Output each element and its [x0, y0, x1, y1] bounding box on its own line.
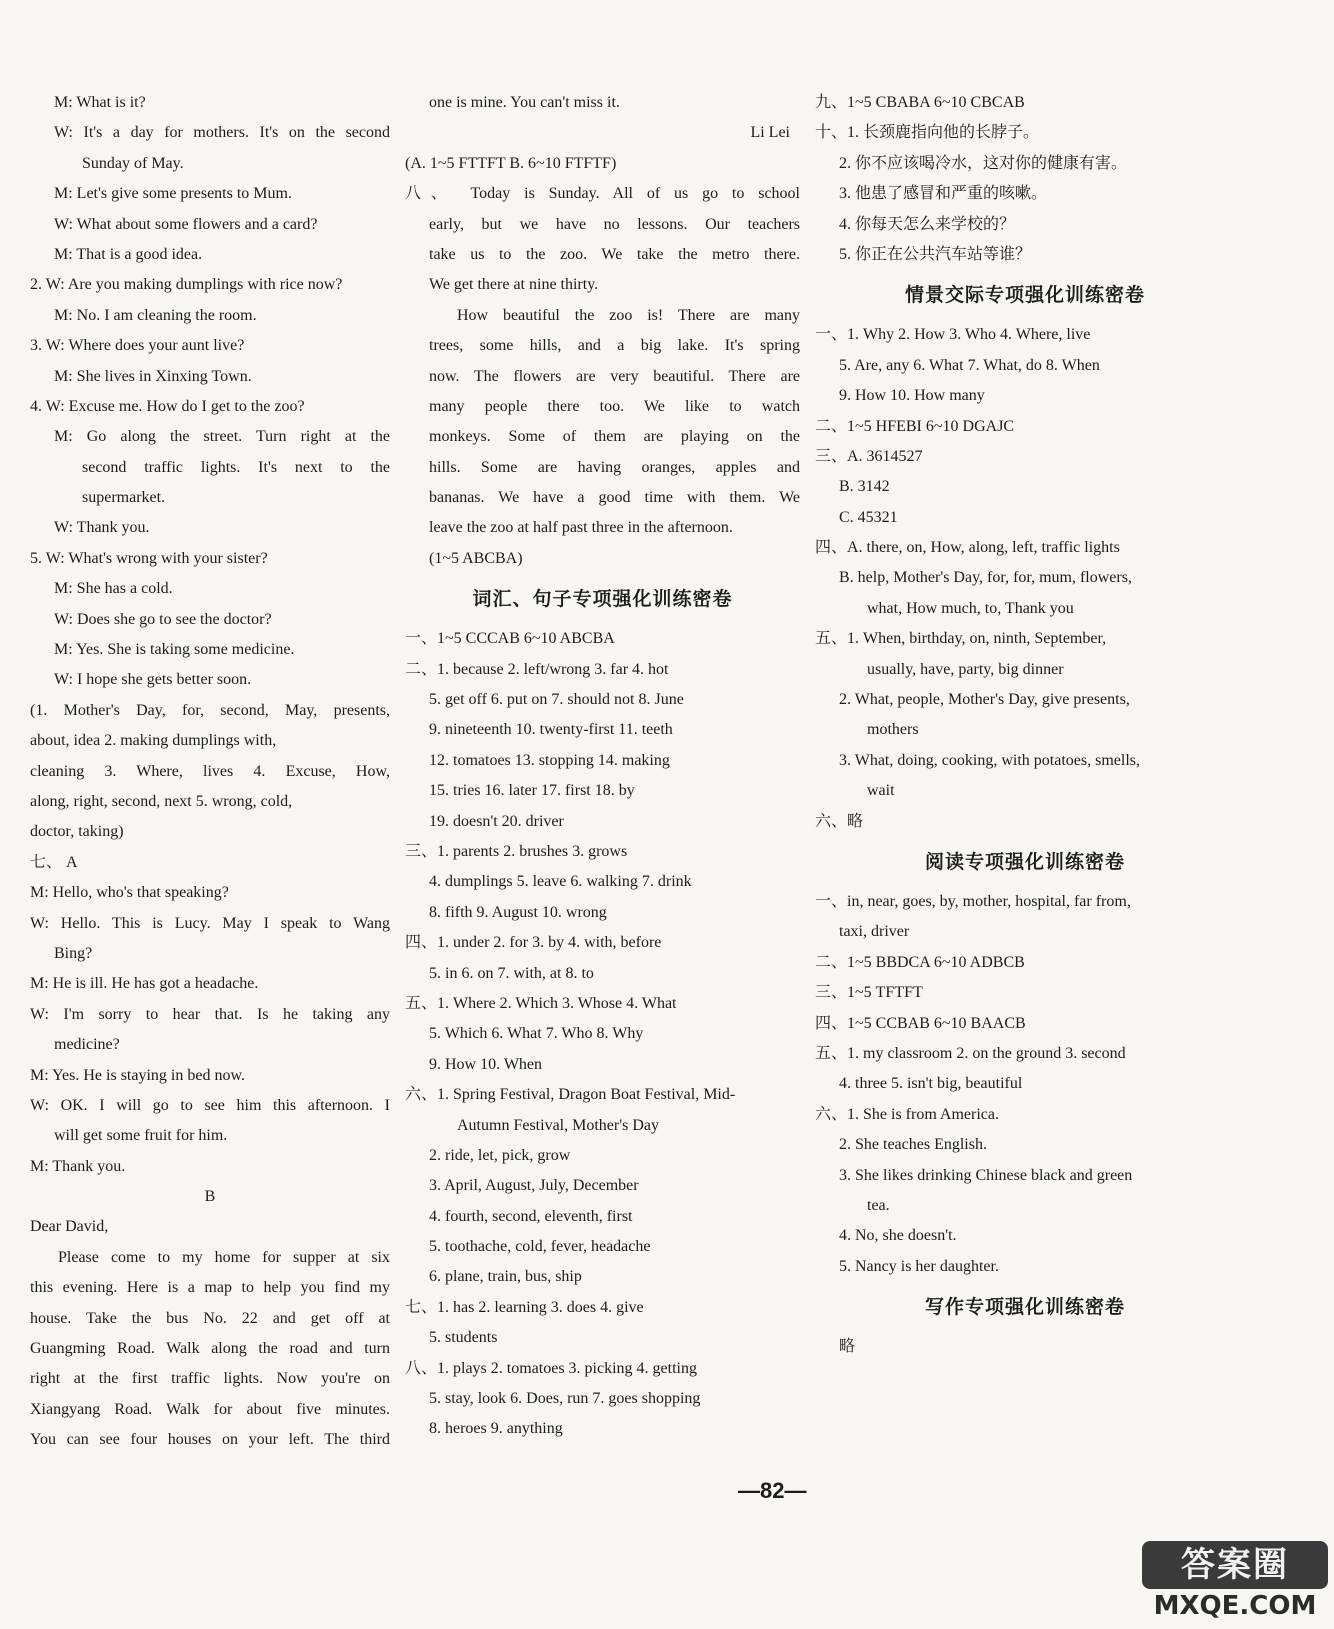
text-line: 5. toothache, cold, fever, headache — [429, 1238, 651, 1256]
text-line: 9. How 10. How many — [839, 387, 985, 405]
text-line: 4. W: Excuse me. How do I get to the zoo? — [30, 397, 305, 415]
column-left — [30, 88, 390, 1456]
text-line: 六、1. Spring Festival, Dragon Boat Festival, Mid- — [405, 1086, 736, 1104]
text-line: 三、A. 3614527 — [815, 447, 923, 465]
text-line: 4. No, she doesn't. — [839, 1227, 957, 1245]
text-line: 二、1~5 BBDCA 6~10 ADBCB — [815, 953, 1025, 971]
section-heading: 词汇、句子专项强化训练密卷 — [472, 588, 733, 611]
text-line: this evening. Here is a map to help you find my — [30, 1279, 390, 1297]
text-line: 4. 你每天怎么来学校的？ — [839, 215, 1016, 233]
text-line: right at the first traffic lights. Now you're on — [30, 1370, 390, 1388]
text-line: what, How much, to, Thank you — [867, 599, 1074, 617]
text-line: 5. Which 6. What 7. Who 8. Why — [429, 1025, 644, 1043]
text-line: B — [204, 1188, 216, 1206]
text-line: medicine? — [54, 1036, 120, 1054]
text-line: along, right, second, next 5. wrong, cold, — [30, 792, 293, 810]
text-line: Dear David, — [30, 1218, 109, 1236]
text-line: monkeys. Some of them are playing on the — [429, 428, 800, 446]
text-line: early, but we have no lessons. Our teachers — [429, 215, 800, 233]
text-line: 一、1. Why 2. How 3. Who 4. Where, live — [815, 326, 1091, 344]
text-line: many people there too. We like to watch — [429, 397, 800, 415]
text-line: second traffic lights. It's next to the — [82, 458, 390, 476]
text-line: 三、1. parents 2. brushes 3. grows — [405, 842, 628, 860]
text-line: M: That is a good idea. — [54, 245, 203, 263]
text-line: 四、1. under 2. for 3. by 4. with, before — [405, 934, 662, 952]
text-line: We get there at nine thirty. — [429, 276, 599, 294]
text-line: M: Thank you. — [30, 1157, 126, 1175]
text-line: usually, have, party, big dinner — [867, 660, 1064, 678]
text-line: 15. tries 16. later 17. first 18. by — [429, 782, 635, 800]
text-line: taxi, driver — [839, 923, 910, 941]
text-line: 十、1. 长颈鹿指向他的长脖子。 — [815, 124, 1040, 142]
text-line: 一、1~5 CCCAB 6~10 ABCBA — [405, 630, 615, 648]
text-line: about, idea 2. making dumplings with, — [30, 732, 277, 750]
text-line: 5. Nancy is her daughter. — [839, 1257, 999, 1275]
text-line: M: He is ill. He has got a headache. — [30, 975, 259, 993]
text-line: 8. heroes 9. anything — [429, 1420, 563, 1438]
text-line: will get some fruit for him. — [54, 1127, 228, 1145]
text-line: 五、1. my classroom 2. on the ground 3. second — [815, 1044, 1126, 1062]
text-line: W: What about some flowers and a card? — [54, 215, 318, 233]
text-line: 一、in, near, goes, by, mother, hospital, far from, — [815, 892, 1131, 910]
text-line: W: Thank you. — [54, 519, 150, 537]
text-line: 9. How 10. When — [429, 1055, 543, 1073]
text-line: 12. tomatoes 13. stopping 14. making — [429, 751, 670, 769]
text-line: 3. April, August, July, December — [429, 1177, 639, 1195]
text-line: 2. 你不应该喝冷水，这对你的健康有害。 — [839, 154, 1128, 172]
text-line: now. The flowers are very beautiful. There are — [429, 367, 800, 385]
text-line: B. 3142 — [839, 478, 890, 496]
text-line: W: I hope she gets better soon. — [54, 671, 252, 689]
text-line: M: No. I am cleaning the room. — [54, 306, 257, 324]
section-heading: 阅读专项强化训练密卷 — [924, 850, 1125, 873]
text-line: M: Yes. He is staying in bed now. — [30, 1066, 245, 1084]
text-line: Sunday of May. — [82, 154, 184, 172]
text-line: 八、1. plays 2. tomatoes 3. picking 4. getting — [405, 1359, 697, 1377]
text-line: cleaning 3. Where, lives 4. Excuse, How, — [30, 762, 390, 780]
text-line: supermarket. — [82, 489, 166, 507]
text-line: one is mine. You can't miss it. — [429, 94, 620, 111]
text-line: bananas. We have a good time with them. We — [429, 489, 800, 507]
text-line: 六、略 — [815, 812, 864, 830]
text-line: Li Lei — [750, 124, 790, 142]
text-line: 三、1~5 TFTFT — [815, 984, 923, 1002]
text-line: M: Hello, who's that speaking? — [30, 884, 229, 902]
text-line: 四、A. there, on, How, along, left, traffic lights — [815, 539, 1120, 557]
text-line: 四、1~5 CCBAB 6~10 BAACB — [815, 1014, 1026, 1032]
text-line: 2. ride, let, pick, grow — [429, 1146, 571, 1164]
text-line: (1. Mother's Day, for, second, May, presents, — [30, 701, 390, 719]
text-line: 3. 他患了感冒和严重的咳嗽。 — [839, 185, 1048, 203]
watermark-bottom: MXQE.COM — [1153, 1591, 1317, 1621]
text-line: 六、1. She is from America. — [815, 1105, 999, 1123]
text-line: M: She has a cold. — [54, 580, 173, 598]
text-line: 3. She likes drinking Chinese black and green — [839, 1166, 1133, 1184]
text-line: M: Let's give some presents to Mum. — [54, 185, 292, 203]
page-number: —82— — [738, 1478, 807, 1503]
column-middle — [405, 88, 800, 1445]
text-line: Please come to my home for supper at six — [58, 1248, 390, 1266]
text-line: 二、1. because 2. left/wrong 3. far 4. hot — [405, 660, 669, 678]
text-line: 9. nineteenth 10. twenty-first 11. teeth — [429, 721, 673, 739]
text-line: 8. fifth 9. August 10. wrong — [429, 903, 607, 921]
text-line: 2. She teaches English. — [839, 1136, 987, 1154]
text-line: 2. What, people, Mother's Day, give presents, — [839, 691, 1130, 709]
text-line: W: Hello. This is Lucy. May I speak to Wang — [30, 914, 390, 932]
text-line: 2. W: Are you making dumplings with rice now? — [30, 276, 343, 294]
text-line: M: Go along the street. Turn right at the — [54, 428, 390, 446]
watermark-logo — [1142, 1541, 1328, 1623]
text-line: 五、1. Where 2. Which 3. Whose 4. What — [405, 994, 677, 1012]
text-line: take us to the zoo. We take the metro there. — [429, 245, 800, 263]
text-line: 七、 A — [30, 853, 78, 871]
column-right — [815, 88, 1235, 1362]
text-line: 4. fourth, second, eleventh, first — [429, 1207, 633, 1225]
text-line: 6. plane, train, bus, ship — [429, 1268, 582, 1286]
watermark-top: 答案圈 — [1142, 1541, 1328, 1589]
text-line: trees, some hills, and a big lake. It's spring — [429, 337, 800, 355]
text-line: M: What is it? — [54, 94, 146, 111]
text-line: W: It's a day for mothers. It's on the second — [54, 124, 390, 142]
text-line: W: OK. I will go to see him this afternoon. I — [30, 1096, 390, 1114]
text-line: C. 45321 — [839, 508, 898, 526]
text-line: mothers — [867, 721, 919, 739]
text-line: (A. 1~5 FTTFT B. 6~10 FTFTF) — [405, 154, 617, 172]
text-line: doctor, taking) — [30, 823, 124, 841]
text-line: Bing? — [54, 944, 93, 962]
text-line: 七、1. has 2. learning 3. does 4. give — [405, 1298, 644, 1316]
text-line: leave the zoo at half past three in the afternoon. — [429, 519, 733, 537]
text-line: You can see four houses on your left. The third — [30, 1431, 390, 1449]
text-line: B. help, Mother's Day, for, for, mum, flowers, — [839, 569, 1132, 587]
text-line: 二、1~5 HFEBI 6~10 DGAJC — [815, 417, 1015, 435]
section-heading: 写作专项强化训练密卷 — [924, 1296, 1125, 1319]
text-line: 5. get off 6. put on 7. should not 8. June — [429, 691, 684, 709]
text-line: 九、1~5 CBABA 6~10 CBCAB — [815, 94, 1025, 111]
text-line: 3. What, doing, cooking, with potatoes, smells, — [839, 751, 1141, 769]
text-line: 4. three 5. isn't big, beautiful — [839, 1075, 1023, 1093]
text-line: 八、 Today is Sunday. All of us go to school — [405, 185, 800, 203]
text-line: 略 — [839, 1338, 856, 1356]
text-line: 5. W: What's wrong with your sister? — [30, 549, 268, 567]
section-heading: 情景交际专项强化训练密卷 — [904, 284, 1145, 307]
text-line: 5. stay, look 6. Does, run 7. goes shopping — [429, 1390, 701, 1408]
text-line: M: Yes. She is taking some medicine. — [54, 641, 295, 659]
text-line: 19. doesn't 20. driver — [429, 812, 564, 830]
text-line: How beautiful the zoo is! There are many — [457, 306, 800, 324]
text-line: house. Take the bus No. 22 and get off at — [30, 1309, 390, 1327]
text-line: wait — [867, 782, 895, 800]
text-line: (1~5 ABCBA) — [429, 549, 523, 567]
text-line: Xiangyang Road. Walk for about five minutes. — [30, 1400, 390, 1418]
text-line: M: She lives in Xinxing Town. — [54, 367, 252, 385]
text-line: Guangming Road. Walk along the road and turn — [30, 1340, 390, 1358]
text-line: 5. students — [429, 1329, 498, 1347]
text-line: hills. Some are having oranges, apples and — [429, 458, 800, 476]
text-line: 5. 你正在公共汽车站等谁？ — [839, 245, 1032, 263]
text-line: 3. W: Where does your aunt live? — [30, 337, 245, 355]
text-line: Autumn Festival, Mother's Day — [457, 1116, 659, 1134]
text-line: tea. — [867, 1196, 890, 1214]
text-line: W: I'm sorry to hear that. Is he taking any — [30, 1005, 390, 1023]
text-line: 4. dumplings 5. leave 6. walking 7. drink — [429, 873, 692, 891]
text-line: 5. in 6. on 7. with, at 8. to — [429, 964, 594, 982]
text-line: W: Does she go to see the doctor? — [54, 610, 272, 628]
text-line: 五、1. When, birthday, on, ninth, September, — [815, 630, 1107, 648]
text-line: 5. Are, any 6. What 7. What, do 8. When — [839, 356, 1100, 374]
